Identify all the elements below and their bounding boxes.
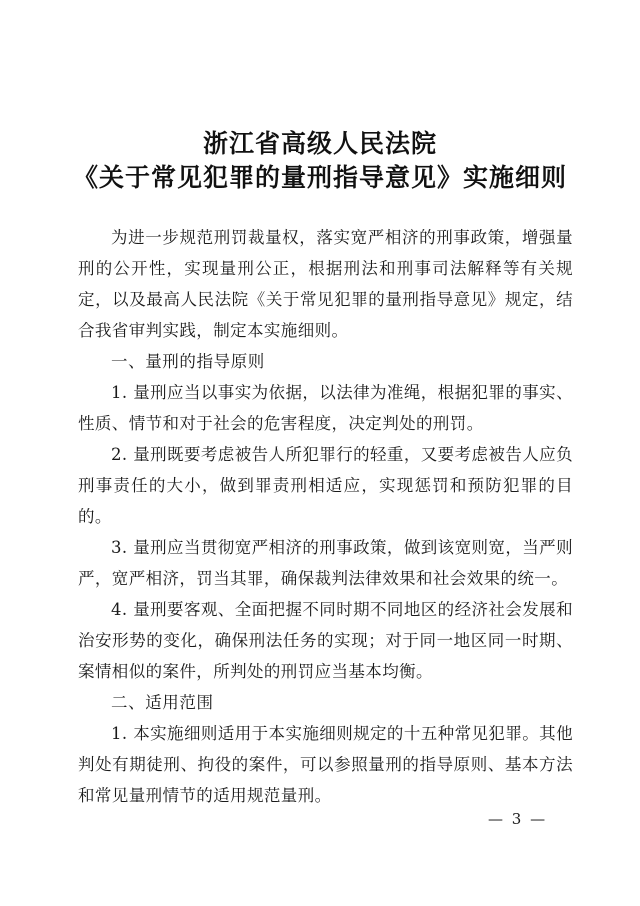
principle-item-1: 1. 量刑应当以事实为依据，以法律为准绳，根据犯罪的事实、性质、情节和对于社会的危害程度，决定判处的刑罚。 bbox=[78, 383, 573, 433]
principle-item-2: 2. 量刑既要考虑被告人所犯罪行的轻重，又要考虑被告人应负刑事责任的大小，做到罪责刑相适应，实现惩罚和预防犯罪的目的。 bbox=[78, 445, 573, 526]
document-title-line1: 浙江省高级人民法院 bbox=[202, 129, 437, 158]
section-heading-scope: 二、适用范围 bbox=[111, 693, 214, 712]
document-title-line2: 《关于常见犯罪的量刑指导意见》实施细则 bbox=[72, 163, 567, 192]
principle-item-3: 3. 量刑应当贯彻宽严相济的刑事政策，做到该宽则宽，当严则严，宽严相济，罚当其罪，确保裁判法律效果和社会效果的统一。 bbox=[78, 538, 573, 588]
principle-item-4: 4. 量刑要客观、全面把握不同时期不同地区的经济社会发展和治安形势的变化，确保刑法任务的实现；对于同一地区同一时期、案情相似的案件，所判处的刑罚应当基本均衡。 bbox=[78, 600, 573, 681]
section-heading-principles: 一、量刑的指导原则 bbox=[111, 352, 265, 371]
scope-item-1: 1. 本实施细则适用于本实施细则规定的十五种常见犯罪。其他判处有期徒刑、拘役的案件，可以参照量刑的指导原则、基本方法和常见量刑情节的适用规范量刑。 bbox=[78, 724, 573, 805]
intro-paragraph: 为进一步规范刑罚裁量权，落实宽严相济的刑事政策，增强量刑的公开性，实现量刑公正，根据刑法和刑事司法解释等有关规定，以及最高人民法院《关于常见犯罪的量刑指导意见》规定，结合我省审判实践，制定本实施细则。 bbox=[78, 228, 573, 340]
page-number: — 3 — bbox=[488, 810, 548, 828]
document-body bbox=[78, 222, 573, 811]
